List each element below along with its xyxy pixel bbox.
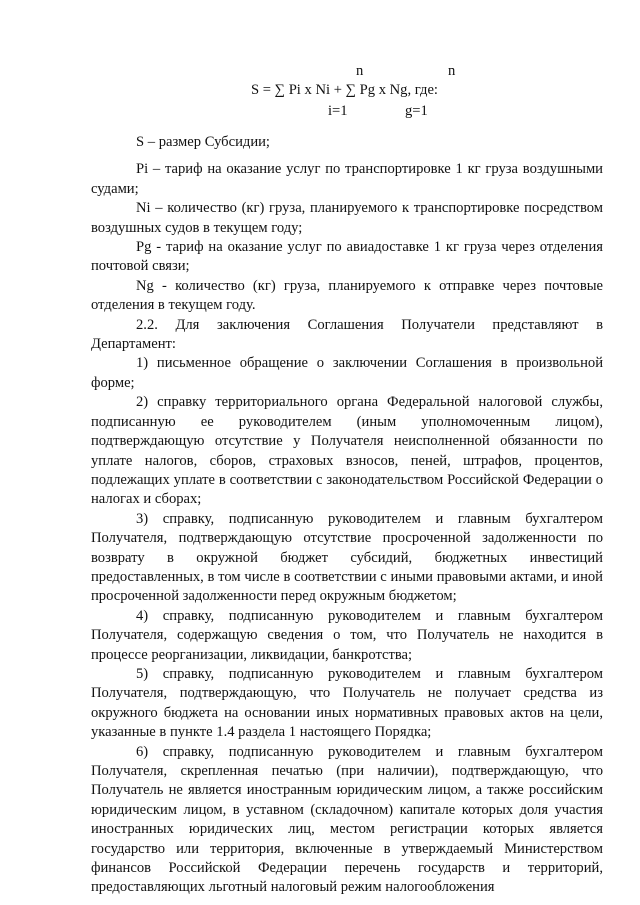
definition-pg: Pg - тариф на оказание услуг по авиадоставке 1 кг груза через отделения почтовой связи;: [91, 239, 603, 275]
formula-upper-limit-right: n: [448, 63, 456, 79]
section-2-2-intro: 2.2. Для заключения Соглашения Получатели представляют в Департамент:: [91, 316, 603, 353]
list-item-3: 3) справку, подписанную руководителем и главным бухгалтером Получателя, подтверждающую отсутствие просроченной задолженности по возврату в окружной бюджет субсидий, бюджетных инвестиций предоставленных, в том числе в соответствии с иными правовыми актами, и иной просроченной задолженности перед окружным бюджетом;: [91, 510, 603, 605]
list-item-6: 6) справку, подписанную руководителем и главным бухгалтером Получателя, скрепленная печатью (при наличии), подтверждающую, что Получатель не является иностранным юридическим лицом, а также российским юридическим лицом, в уставном (складочном) капитале которых доля участия иностранных юридических лиц, местом регистрации которых является государство или территория, включенные в утверждаемый Министерством финансов Российской Федерации перечень государств и территорий, предоставляющих льготный налоговый режим налогообложения: [91, 743, 603, 896]
list-item-2: 2) справку территориального органа Федеральной налоговой службы, подписанную ее руководителем (иным уполномоченным лицом), подтверждающую отсутствие у Получателя неисполненной обязанности по уплате налогов, сборов, страховых взносов, пеней, штрафов, процентов, подлежащих уплате в соответствии с законодательством Российской Федерации о налогах и сборах;: [91, 394, 603, 508]
list-item-4: 4) справку, подписанную руководителем и главным бухгалтером Получателя, содержащую сведения о том, что Получатель не находится в процессе реорганизации, ликвидации, банкротства;: [91, 607, 603, 663]
subsidy-formula: [0, 62, 640, 122]
formula-lower-limit-g: g=1: [405, 103, 428, 119]
document-body: [91, 133, 603, 898]
definition-ni: Ni – количество (кг) груза, планируемого к транспортировке посредством воздушных судов в текущем году;: [91, 200, 603, 236]
formula-lower-limit-i: i=1: [328, 103, 348, 119]
formula-upper-limit-left: n: [356, 63, 364, 79]
definition-pi: Pi – тариф на оказание услуг по транспортировке 1 кг груза воздушными судами;: [91, 161, 603, 197]
definition-ng: Ng - количество (кг) груза, планируемого к отправке через почтовые отделения в текущем году.: [91, 277, 603, 314]
list-item-5: 5) справку, подписанную руководителем и главным бухгалтером Получателя, подтверждающую, что Получатель не получает средства из окружного бюджета на основании иных нормативных правовых актов на цели, указанные в пункте 1.4 раздела 1 настоящего Порядка;: [91, 665, 603, 741]
formula-equation: S = ∑ Pi x Ni + ∑ Pg x Ng, где:: [251, 82, 438, 98]
list-item-1: 1) письменное обращение о заключении Соглашения в произвольной форме;: [91, 355, 603, 391]
definition-s: S – размер Субсидии;: [136, 134, 270, 150]
